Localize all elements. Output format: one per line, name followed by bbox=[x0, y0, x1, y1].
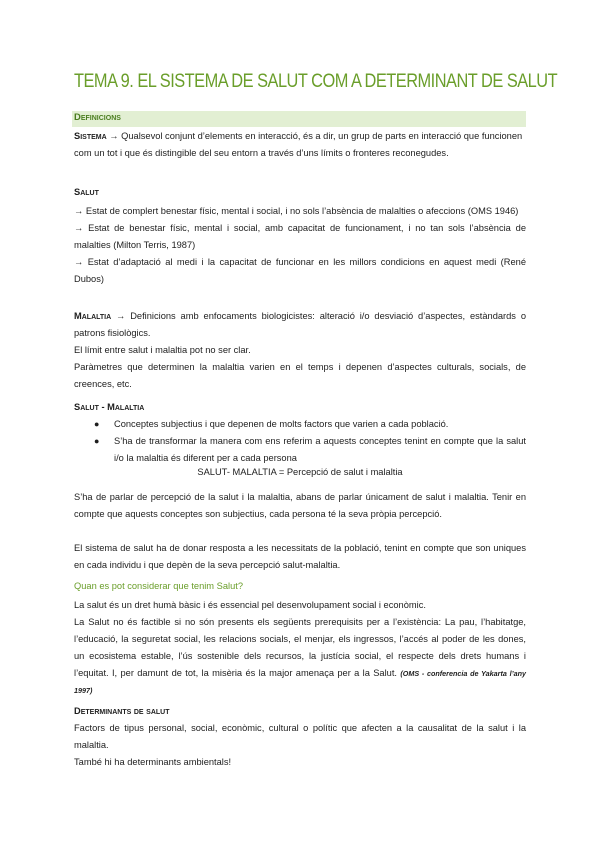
prerequisits-paragraph bbox=[74, 614, 526, 699]
salut-malaltia-bullet-1 bbox=[94, 416, 526, 433]
determinants-heading: Determinants de salut bbox=[74, 706, 170, 716]
oms-citation: (OMS - conferencia de Yakarta l’any 1997) bbox=[74, 669, 526, 695]
prerequisits-text: La Salut no és factible si no són presents els següents prerequisits per a l’existència: La pau, l’habitatge, l’educació, la seguretat social, les relacions socials, el menjar, els ingressos, l’accés al poder de les dones, un ecosistema estable, l’ús sostenible dels recursos, la justícia social, el respecte dels drets humans i l’equitat. I, per damunt de tot, la misèria és la major amenaça per a la Salut. bbox=[74, 617, 526, 678]
section-heading: Definicions bbox=[74, 112, 121, 123]
malaltia-term: Malaltia bbox=[74, 311, 112, 321]
malaltia-line-2: El límit entre salut i malaltia pot no ser clar. bbox=[74, 345, 251, 355]
bullet-dot: ● bbox=[94, 419, 100, 429]
salut-definition-2: → Estat de benestar físic, mental i social, amb capacitat de funcionament, i no tan sols l’absència de malalties (Milton Terris, 1987) bbox=[74, 223, 526, 250]
salut-definition-1: → Estat de complert benestar físic, mental i social, i no sols l’absència de malalties o afeccions (OMS 1946) bbox=[74, 206, 519, 216]
section-heading-band bbox=[72, 111, 526, 127]
bullet-text-1: Conceptes subjectius i que depenen de molts factors que varien a cada població. bbox=[114, 419, 449, 429]
dret-huma-line: La salut és un dret humà bàsic i és essencial pel desenvolupament social i econòmic. bbox=[74, 600, 426, 610]
salut-malaltia-equation: SALUT- MALALTIA = Percepció de salut i malaltia bbox=[197, 467, 403, 477]
salut-heading: Salut bbox=[74, 187, 99, 197]
percepcio-paragraph: S’ha de parlar de percepció de la salut i la malaltia, abans de parlar únicament de salut i malaltia. Tenir en compte que aquests conceptes son subjectius, cada persona té la seva pròpia percepció. bbox=[74, 492, 526, 519]
determinants-paragraph bbox=[74, 720, 526, 771]
determinants-ambientals: També hi ha determinants ambientals! bbox=[74, 757, 232, 767]
sistema-salut-paragraph: El sistema de salut ha de donar resposta a les necessitats de la població, tenint en compte que son uniques en cada individu i que depèn de la seva percepció salut-malaltia. bbox=[74, 543, 526, 570]
salut-malaltia-bullet-2 bbox=[94, 433, 526, 467]
malaltia-line-3: Paràmetres que determinen la malaltia varien en el temps i depenen d’aspectes culturals, socials, de creences, etc. bbox=[74, 362, 526, 389]
bullet-text-2: S’ha de transformar la manera com ens referim a aquests conceptes tenint en compte que la salut i/o la malaltia és diferent per a cada persona bbox=[114, 436, 526, 463]
determinants-text: Factors de tipus personal, social, econòmic, cultural o polític que afecten a la causalitat de la salut i la malaltia. bbox=[74, 723, 526, 750]
salut-definitions bbox=[74, 203, 526, 288]
salut-malaltia-heading: Salut - Malaltia bbox=[74, 402, 145, 412]
sistema-text: → Qualsevol conjunt d’elements en interacció, és a dir, un grup de parts en interacció que funcionen com un tot i que és distingible del seu entorn a través d’uns límits o fronteres reconegudes. bbox=[74, 131, 523, 158]
malaltia-definition bbox=[74, 308, 526, 393]
salut-definition-3: → Estat d’adaptació al medi i la capacitat de funcionar en les millors condicions en aquest medi (René Dubos) bbox=[74, 257, 526, 284]
salut-question: Quan es pot considerar que tenim Salut? bbox=[74, 581, 243, 591]
sistema-definition bbox=[74, 128, 526, 162]
sistema-term: Sistema bbox=[74, 131, 107, 141]
malaltia-text: → Definicions amb enfocaments biologicistes: alteració i/o desviació d’aspectes, estàndards o patrons fisiològics. bbox=[74, 311, 526, 338]
bullet-dot: ● bbox=[94, 436, 100, 446]
page-title: TEMA 9. EL SISTEMA DE SALUT COM A DETERMINANT DE SALUT bbox=[74, 70, 558, 92]
